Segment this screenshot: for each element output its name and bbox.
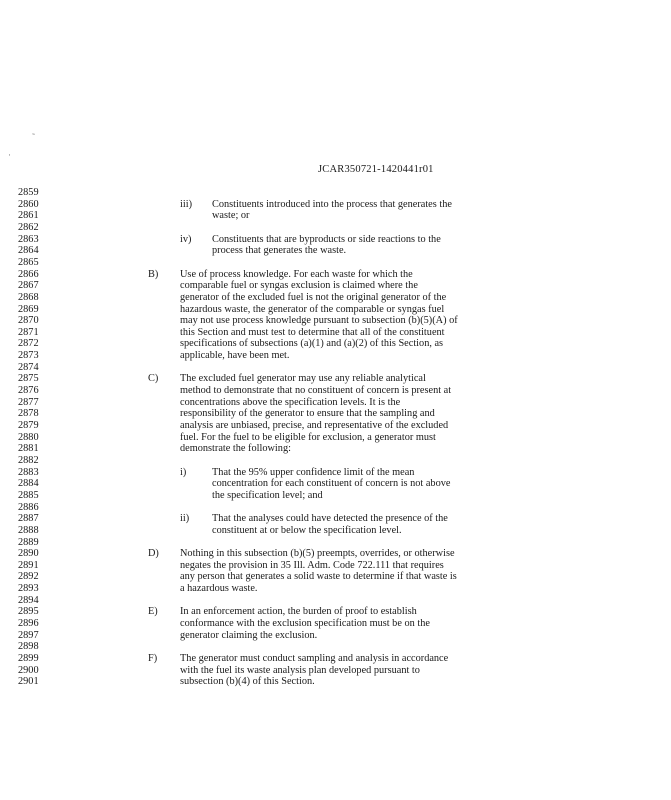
line-number: 2897 [18,629,39,641]
line-text: specifications of subsections (a)(1) and (a)(2) of this Section, as [180,338,444,350]
line-number: 2884 [18,478,39,490]
line-text: demonstrate the following: [180,443,291,455]
document-line [18,571,658,583]
line-number: 2885 [18,489,39,501]
line-number: 2881 [18,443,39,455]
document-line [18,502,658,514]
line-number: 2860 [18,198,39,210]
line-text: hazardous waste, the generator of the comparable or syngas fuel [180,303,445,315]
line-text: fuel. For the fuel to be eligible for exclusion, a generator must [180,431,436,443]
line-text: generator claiming the exclusion. [180,629,318,641]
line-text: Constituents introduced into the process that generates the [212,198,452,210]
line-text: generator of the excluded fuel is not the original generator of the [180,291,447,303]
line-text: a hazardous waste. [180,583,258,595]
line-text: analysis are unbiased, precise, and representative of the excluded [180,420,449,431]
line-text: applicable, have been met. [180,350,290,362]
item-label: C) [148,373,159,385]
item-label: ii) [180,513,190,525]
line-number: 2875 [18,373,39,385]
line-number: 2861 [18,210,39,222]
line-number: 2893 [18,583,39,595]
line-number: 2859 [18,187,39,198]
document-line [18,234,658,246]
document-line [18,676,658,688]
line-number: 2879 [18,420,39,431]
document-line [18,467,658,479]
document-line [18,385,658,397]
line-number: 2882 [18,454,39,466]
line-text: In an enforcement action, the burden of proof to establish [180,606,417,618]
line-text: responsibility of the generator to ensure that the sampling and [180,408,435,420]
item-label: F) [148,653,158,664]
line-number: 2898 [18,641,39,653]
line-text: may not use process knowledge pursuant to subsection (b)(5)(A) of [180,315,458,327]
document-id: JCAR350721-1420441r01 [318,164,434,175]
document-line [18,199,658,211]
item-label: iii) [180,198,193,210]
document-line [18,210,658,222]
document-line [18,420,658,432]
line-text: waste; or [212,210,250,222]
line-text: The excluded fuel generator may use any reliable analytical [180,373,426,385]
line-number: 2901 [18,676,39,688]
line-number: 2868 [18,291,39,303]
line-text: negates the provision in 35 Ill. Adm. Code 722.111 that requires [180,559,444,571]
line-number: 2895 [18,606,39,618]
document-line [18,641,658,653]
line-text: The generator must conduct sampling and analysis in accordance [180,653,449,664]
line-number: 2886 [18,501,39,513]
document-line [18,630,658,642]
line-number: 2889 [18,536,39,548]
document-line [18,292,658,304]
document-line [18,327,658,339]
line-number: 2888 [18,524,39,536]
line-text: concentrations above the specification levels. It is the [180,396,401,408]
document-line [18,583,658,595]
line-number: 2878 [18,408,39,420]
line-text: That the analyses could have detected the presence of the [212,513,448,525]
line-text: subsection (b)(4) of this Section. [180,676,315,688]
line-number: 2883 [18,466,39,478]
line-number: 2876 [18,385,39,397]
document-line [18,257,658,269]
document-line [18,525,658,537]
document-line [18,548,658,560]
document-line [18,362,658,374]
line-number: 2874 [18,361,39,373]
document-line [18,304,658,316]
line-number: 2900 [18,664,39,676]
document-line [18,432,658,444]
document-line [18,560,658,572]
document-line [18,245,658,257]
line-number: 2869 [18,303,39,315]
line-number: 2891 [18,559,39,571]
scan-speck: ˜ [32,132,35,142]
line-text: method to demonstrate that no constituent of concern is present at [180,385,452,397]
line-number: 2871 [18,326,39,338]
line-text: this Section and must test to determine that all of the constituent [180,326,445,338]
document-line [18,373,658,385]
document-line [18,338,658,350]
line-text: the specification level; and [212,489,323,501]
line-number: 2880 [18,431,39,443]
line-number: 2873 [18,350,39,362]
line-text: Use of process knowledge. For each waste for which the [180,268,413,280]
item-label: i) [180,466,187,478]
document-line [18,222,658,234]
document-line [18,280,658,292]
document-line [18,653,658,665]
line-text: conformance with the exclusion specification must be on the [180,618,430,630]
document-line [18,490,658,502]
line-number: 2892 [18,571,39,583]
line-text: Constituents that are byproducts or side reactions to the [212,233,441,245]
document-line [18,315,658,327]
document-line [18,665,658,677]
document-line [18,537,658,549]
document-line [18,595,658,607]
document-line [18,443,658,455]
line-number: 2877 [18,396,39,408]
line-number: 2867 [18,280,39,292]
line-number: 2890 [18,548,39,560]
line-number: 2894 [18,594,39,606]
document-line [18,455,658,467]
item-label: B) [148,268,159,280]
document-line [18,187,658,199]
document-line [18,606,658,618]
item-label: iv) [180,233,192,245]
line-number: 2899 [18,653,39,664]
line-number: 2896 [18,618,39,630]
line-text: any person that generates a solid waste to determine if that waste is [180,571,457,583]
item-label: E) [148,606,158,618]
line-text: concentration for each constituent of concern is not above [212,478,451,490]
line-text: comparable fuel or syngas exclusion is claimed where the [180,280,418,292]
line-number: 2862 [18,221,39,233]
line-text: Nothing in this subsection (b)(5) preempts, overrides, or otherwise [180,548,455,560]
document-line [18,350,658,362]
line-text: constituent at or below the specification level. [212,524,402,536]
line-number: 2865 [18,256,39,268]
line-number: 2866 [18,268,39,280]
line-number: 2870 [18,315,39,327]
line-number: 2872 [18,338,39,350]
document-line [18,397,658,409]
line-text: with the fuel its waste analysis plan developed pursuant to [180,664,420,676]
document-line [18,408,658,420]
line-text: process that generates the waste. [212,245,347,257]
document-line [18,269,658,281]
line-text: That the 95% upper confidence limit of the mean [212,466,415,478]
line-number: 2863 [18,233,39,245]
document-line [18,618,658,630]
document-line [18,513,658,525]
line-number: 2864 [18,245,39,257]
document-line [18,478,658,490]
scan-speck: · [8,150,11,160]
item-label: D) [148,548,159,560]
line-number: 2887 [18,513,39,525]
